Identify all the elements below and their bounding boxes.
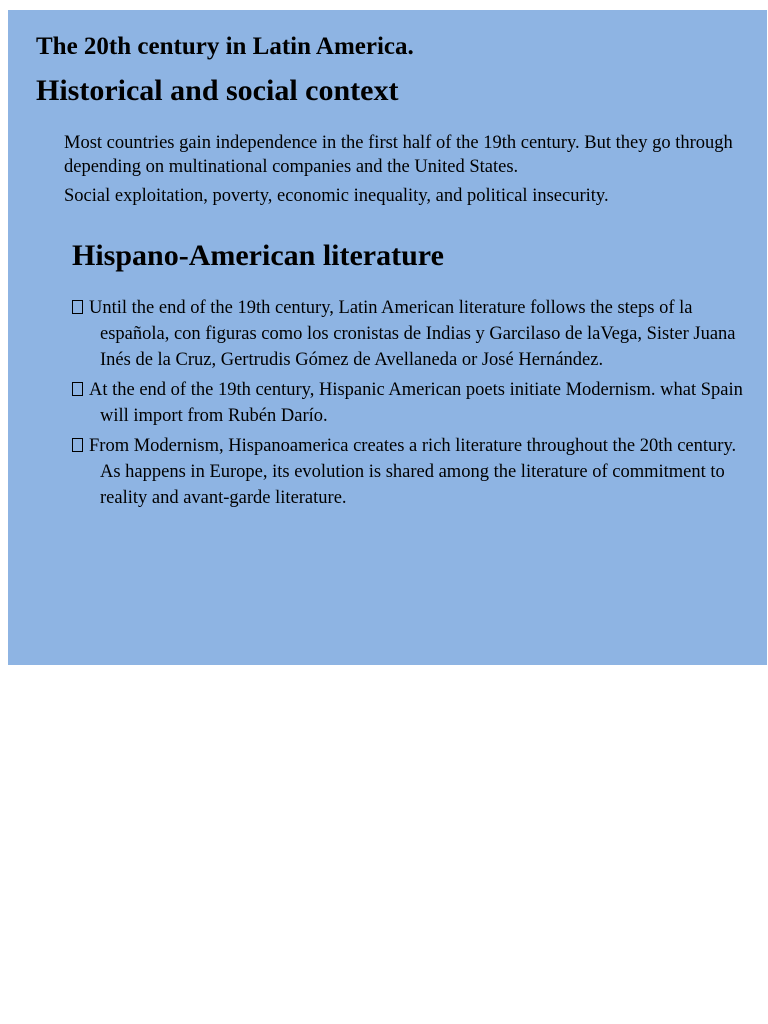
slide-subtitle: Historical and social context [36, 74, 399, 107]
context-paragraph: Social exploitation, poverty, economic inequality, and political insecurity. [64, 186, 609, 206]
list-item-text: Until the end of the 19th century, Latin American literature follows the steps of la española, con figuras como los cronistas de Indias y Garcilaso de laVega, Sister Juana Inés de la Cruz, Gertrudis Gómez de Avellaneda or José Hernández. [89, 298, 736, 370]
list-item [72, 295, 752, 373]
slide-title: The 20th century in Latin America. [36, 33, 414, 60]
section-heading: Hispano-American literature [72, 239, 444, 272]
list-item [72, 433, 752, 511]
missing-glyph-box-icon [72, 300, 83, 314]
bullet-list [72, 295, 752, 515]
missing-glyph-box-icon [72, 438, 83, 452]
list-item-text: At the end of the 19th century, Hispanic American poets initiate Modernism. what Spain will import from Rubén Darío. [89, 380, 743, 426]
list-item-text: From Modernism, Hispanoamerica creates a rich literature throughout the 20th century. As happens in Europe, its evolution is shared among the literature of commitment to reality and avant-garde literature. [89, 436, 737, 508]
slide [8, 10, 767, 665]
context-paragraphs [64, 131, 754, 208]
missing-glyph-box-icon [72, 382, 83, 396]
list-item [72, 377, 752, 429]
context-paragraph: Most countries gain independence in the first half of the 19th century. But they go through depending on multinational companies and the United States. [64, 133, 733, 177]
